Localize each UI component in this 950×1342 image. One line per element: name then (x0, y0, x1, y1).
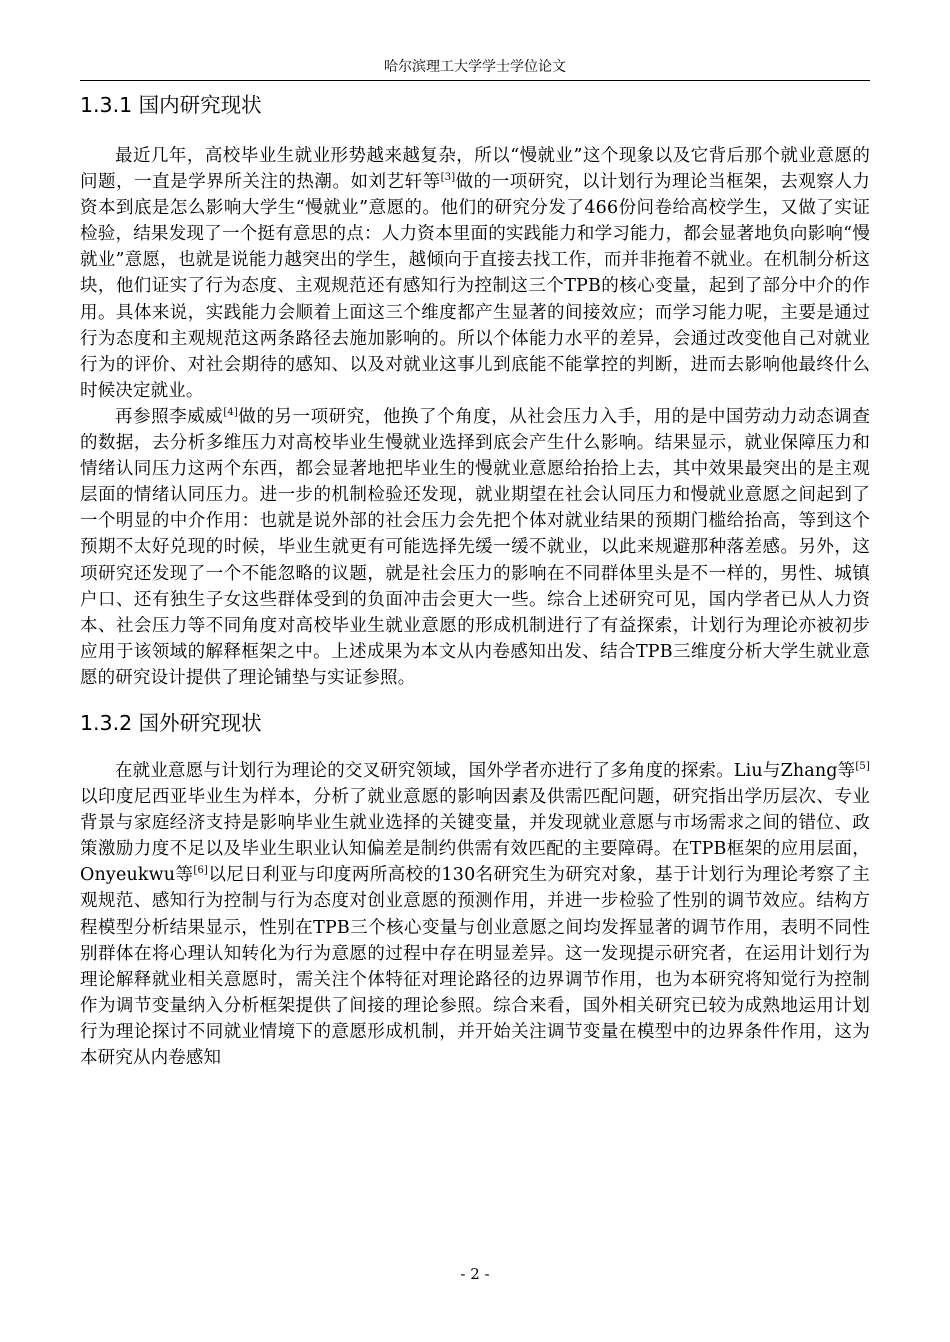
paragraph (80, 404, 870, 691)
citation-ref: [3] (440, 172, 456, 184)
paragraph-text: 以尼日利亚与印度两所高校的130名研究生为研究对象，基于计划行为理论考察了主观规范、感知行为控制与行为态度对创业意愿的预测作用，并进一步检验了性别的调节效应。结构方程模型分析结果显示，性别在TPB三个核心变量与创业意愿之间均发挥显著的调节作用，表明不同性别群体在将心理认知转化为行为意愿的过程中存在明显差异。这一发现提示研究者，在运用计划行为理论解释就业相关意愿时，需关注个体特征对理论路径的边界调节作用，也为本研究将知觉行为控制作为调节变量纳入分析框架提供了间接的理论参照。综合来看，国外相关研究已较为成熟地运用计划行为理论探讨不同就业情境下的意愿形成机制，并开始关注调节变量在模型中的边界条件作用，这为本研究从内卷感知 (80, 865, 870, 1068)
section-heading-foreign: 1.3.2 国外研究现状 (80, 710, 262, 735)
section-heading-domestic: 1.3.1 国内研究现状 (80, 93, 262, 117)
citation-ref: [6] (193, 865, 209, 877)
paragraph-text: 做的一项研究，以计划行为理论当框架，去观察人力资本到底是怎么影响大学生“慢就业”意愿的。他们的研究分发了466份问卷给高校学生，又做了实证检验，结果发现了一个挺有意思的点：人力资本里面的实践能力和学习能力，都会显著地负向影响“慢就业”意愿，也就是说能力越突出的学生，越倾向于直接去找工作，而并非拖着不就业。在机制分析这块，他们证实了行为态度、主观规范还有感知行为控制这三个TPB的核心变量，起到了部分中介的作用。具体来说，实践能力会顺着上面这三个维度都产生显著的间接效应；而学习能力呢，主要是通过行为态度和主观规范这两条路径去施加影响的。所以个体能力水平的差异，会通过改变他自己对就业行为的评价、对社会期待的感知、以及对就业这事儿到底能不能掌控的判断，进而去影响他最终什么时候决定就业。 (80, 172, 870, 401)
page-number: - 2 - (460, 1265, 490, 1283)
citation-ref: [5] (855, 761, 870, 773)
paragraph-text: 最近几年，高校毕业生就业形势越来越复杂，所以“慢就业”这个现象以及它背后那个就业意愿的问题，一直是学界所关注的热潮。如刘艺轩等 (80, 146, 870, 193)
paragraph-text: 做的另一项研究，他换了个角度，从社会压力入手，用的是中国劳动力动态调查的数据，去分析多维压力对高校毕业生慢就业选择到底会产生什么影响。结果显示，就业保障压力和情绪认同压力这两个东西，都会显著地把毕业生的慢就业意愿给抬拾上去，其中效果最突出的是主观层面的情绪认同压力。进一步的机制检验还发现，就业期望在社会认同压力和慢就业意愿之间起到了一个明显的中介作用：也就是说外部的社会压力会先把个体对就业结果的预期门槛给抬高，等到这个预期不太好兑现的时候，毕业生就更有可能选择先缓一缓不就业，以此来规避那种落差感。另外，这项研究还发现了一个不能忽略的议题，就是社会压力的影响在不同群体里头是不一样的，男性、城镇户口、还有独生子女这些群体受到的负面冲击会更大一些。综合上述研究可见，国内学者已从人力资本、社会压力等不同角度对高校毕业生就业意愿的形成机制进行了有益探索，计划行为理论亦被初步应用于该领域的解释框架之中。上述成果为本文从内卷感知出发、结合TPB三维度分析大学生就业意愿的研究设计提供了理论铺垫与实证参照。 (80, 406, 871, 688)
paragraph-text: 以印度尼西亚毕业生为样本，分析了就业意愿的影响因素及供需匹配问题，研究指出学历层次、专业背景与家庭经济支持是影响毕业生就业选择的关键变量，并发现就业意愿与市场需求之间的错位、政策激励力度不足以及毕业生职业认知偏差是制约供需有效匹配的主要障碍。在TPB框架的应用层面，Onyeukwu等 (80, 787, 870, 886)
paragraph (80, 758, 870, 1071)
paragraph-text: 再参照李威威 (115, 406, 224, 427)
paragraph-text: 在就业意愿与计划行为理论的交叉研究领域，国外学者亦进行了多角度的探索。Liu与Zhang等 (115, 760, 856, 781)
header-rule (80, 80, 870, 81)
page-content (80, 90, 870, 1071)
paragraph (80, 143, 870, 404)
citation-ref: [4] (223, 407, 238, 419)
running-header: 哈尔滨理工大学学士学位论文 (384, 59, 566, 75)
